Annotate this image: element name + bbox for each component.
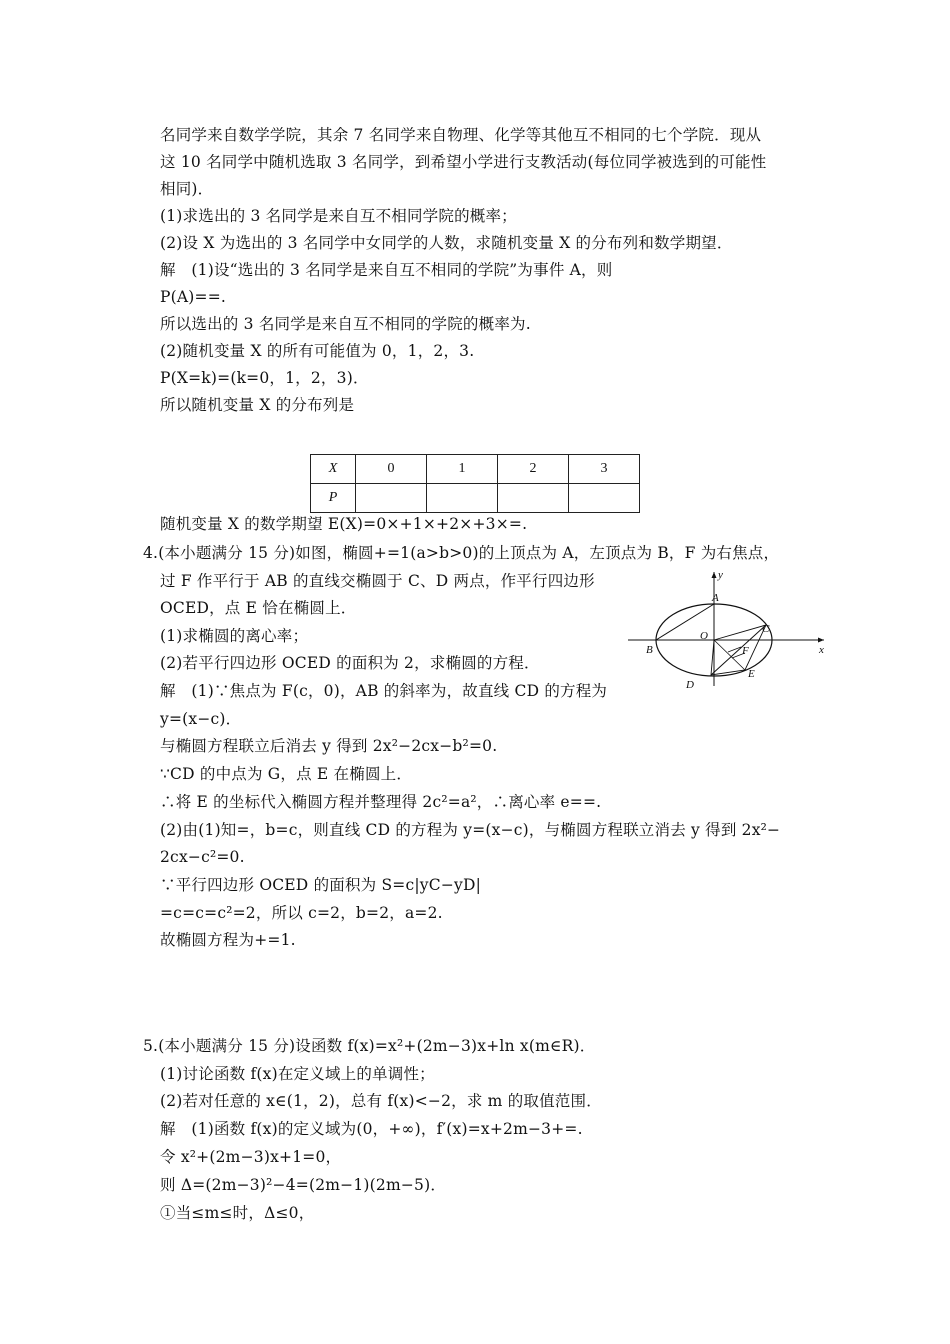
text-line: 所以选出的 3 名同学是来自互不相同的学院的概率为. xyxy=(160,315,531,333)
text-line: (2)随机变量 X 的所有可能值为 0，1，2，3. xyxy=(160,342,475,360)
table-cell: P xyxy=(311,484,356,513)
text-line: (2)若对任意的 x∈(1，2)，总有 f(x)<−2，求 m 的取值范围． xyxy=(160,1092,602,1110)
table-cell: 2 xyxy=(498,455,569,484)
text-line: 令 x²+(2m−3)x+1=0， xyxy=(160,1148,342,1166)
label-a: A xyxy=(712,592,719,604)
table-cell xyxy=(569,484,640,513)
text-line: 解 (1)∵焦点为 F(c，0)，AB 的斜率为，故直线 CD 的方程为 xyxy=(160,682,608,700)
text-line: (2)设 X 为选出的 3 名同学中女同学的人数，求随机变量 X 的分布列和数学期望． xyxy=(160,234,733,252)
ellipse-figure xyxy=(628,568,828,688)
text-line: (2)由(1)知=，b=c，则直线 CD 的方程为 y=(x−c)，与椭圆方程联立消去 y 得到 2x²− xyxy=(160,821,781,839)
table-cell xyxy=(356,484,427,513)
text-line: OCED，点 E 恰在椭圆上． xyxy=(160,599,357,617)
text-line: 随机变量 X 的数学期望 E(X)=0×+1×+2×+3×=. xyxy=(160,515,528,533)
text-line: (1)求椭圆的离心率； xyxy=(160,627,309,645)
text-line: 故椭圆方程为+=1. xyxy=(160,931,296,949)
text-line: 名同学来自数学学院，其余 7 名同学来自物理、化学等其他互不相同的七个学院．现从 xyxy=(160,126,762,144)
text-line: ①当≤m≤时，Δ≤0， xyxy=(160,1204,315,1222)
text-line: 这 10 名同学中随机选取 3 名同学，到希望小学进行支教活动(每位同学被选到的可能性 xyxy=(160,153,767,171)
text-line: ∵CD 的中点为 G，点 E 在椭圆上． xyxy=(160,765,413,783)
label-x: x xyxy=(819,644,824,656)
text-line: 所以随机变量 X 的分布列是 xyxy=(160,396,355,414)
y-axis-arrow xyxy=(712,572,717,578)
text-line: 解 (1)函数 f(x)的定义域为(0，+∞)，f′(x)=x+2m−3+=. xyxy=(160,1120,583,1138)
text-line: 与椭圆方程联立后消去 y 得到 2x²−2cx−b²=0. xyxy=(160,737,498,755)
label-f: F xyxy=(742,645,749,657)
text-line: 相同)． xyxy=(160,180,214,198)
table-cell xyxy=(498,484,569,513)
label-c: C xyxy=(762,623,770,635)
table-cell: X xyxy=(311,455,356,484)
text-line: P(A)==. xyxy=(160,288,227,306)
text-line: 5.(本小题满分 15 分)设函数 f(x)=x²+(2m−3)x+ln x(m∈R)． xyxy=(143,1037,596,1055)
table-cell: 1 xyxy=(427,455,498,484)
label-e: E xyxy=(748,668,755,680)
text-line: 4.(本小题满分 15 分)如图，椭圆+=1(a>b>0)的上顶点为 A，左顶点为 B，F 为右焦点， xyxy=(143,544,780,562)
text-line: ∴将 E 的坐标代入椭圆方程并整理得 2c²=a²，∴离心率 e==. xyxy=(160,793,602,811)
text-line: 过 F 作平行于 AB 的直线交椭圆于 C、D 两点，作平行四边形 xyxy=(160,572,595,590)
text-line: =c=c=c²=2，所以 c=2，b=2，a=2. xyxy=(160,904,443,922)
text-line: P(X=k)=(k=0，1，2，3)． xyxy=(160,369,369,387)
text-line: 解 (1)设“选出的 3 名同学是来自互不相同的学院”为事件 A，则 xyxy=(160,261,613,279)
label-o: O xyxy=(700,630,708,642)
label-b: B xyxy=(646,644,653,656)
table-cell: 3 xyxy=(569,455,640,484)
text-line: y=(x−c)． xyxy=(160,710,242,728)
label-y: y xyxy=(718,569,723,581)
text-line: (1)讨论函数 f(x)在定义域上的单调性； xyxy=(160,1065,435,1083)
distribution-table xyxy=(310,454,640,513)
table-row xyxy=(311,484,640,513)
x-axis-arrow xyxy=(818,638,824,643)
text-line: 2cx−c²=0. xyxy=(160,848,245,866)
label-d: D xyxy=(686,679,694,688)
text-line: ∵平行四边形 OCED 的面积为 S=c|yC−yD| xyxy=(160,876,482,894)
table-row xyxy=(311,455,640,484)
table-cell: 0 xyxy=(356,455,427,484)
table-cell xyxy=(427,484,498,513)
text-line: (2)若平行四边形 OCED 的面积为 2，求椭圆的方程． xyxy=(160,654,540,672)
text-line: (1)求选出的 3 名同学是来自互不相同学院的概率； xyxy=(160,207,517,225)
text-line: 则 Δ=(2m−3)²−4=(2m−1)(2m−5)． xyxy=(160,1176,447,1194)
